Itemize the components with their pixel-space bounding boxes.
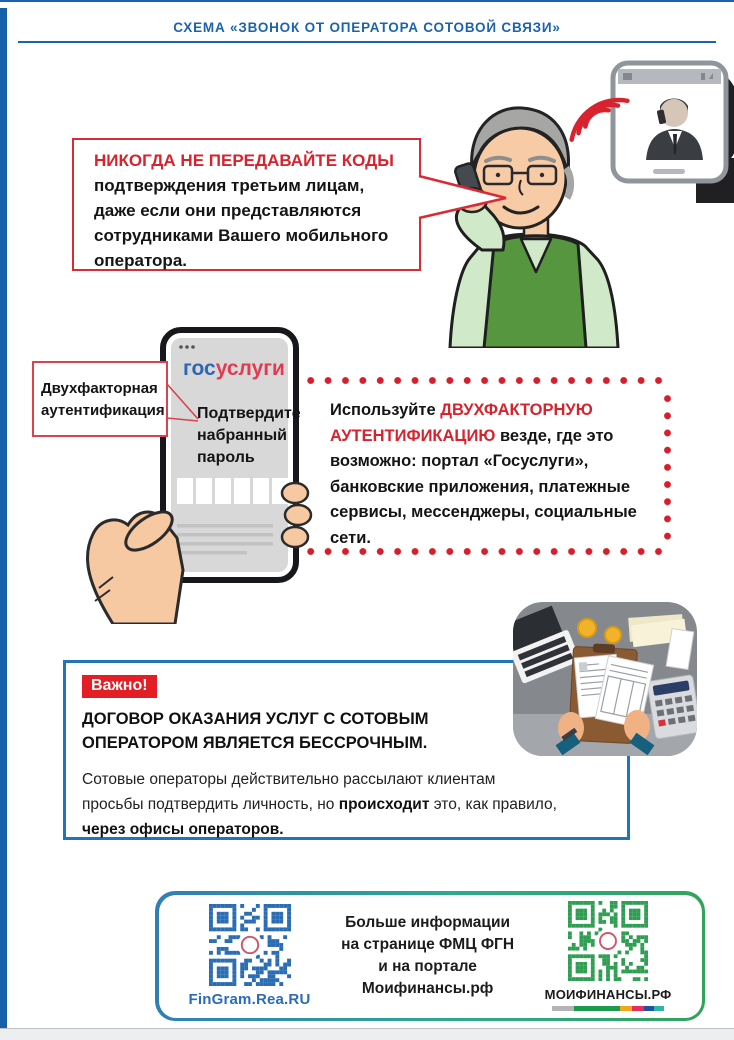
advice-text-plain: сервисы, мессенджеры, социальные	[330, 503, 637, 521]
page-title: СХЕМА «ЗВОНОК ОТ ОПЕРАТОРА СОТОВОЙ СВЯЗИ»	[173, 20, 561, 35]
important-badge: Важно!	[82, 675, 157, 698]
advice-text-plain: Используйте	[330, 401, 441, 419]
qr-code-moifinansy-icon	[568, 901, 648, 981]
advice-text-highlight: ДВУХФАКТОРНУЮ	[440, 401, 593, 419]
advice-text-plain: везде, где это	[495, 426, 614, 445]
page-bottom-edge	[0, 1028, 734, 1040]
footer-links-panel	[155, 891, 705, 1021]
warning-speech-bubble	[72, 138, 421, 271]
svg-text:аутентификация: аутентификация	[41, 402, 165, 419]
advice-text-plain: сети.	[330, 528, 371, 547]
gosuslugi-logo: госуслуги	[183, 357, 285, 380]
screen-message-line: пароль	[197, 449, 255, 466]
advice-text-highlight: АУТЕНТИФИКАЦИЮ	[330, 426, 496, 445]
qr-code-fingram-icon	[209, 904, 291, 986]
top-divider	[0, 0, 734, 2]
fingram-column	[189, 904, 311, 1008]
desk-documents-illustration	[513, 602, 697, 756]
header-underline	[18, 41, 716, 43]
hand-phone-2fa-illustration	[25, 318, 315, 624]
speech-bubble-tail	[418, 168, 510, 226]
footer-info-text: Больше информации на странице ФМЦ ФГН и на портале Моифинансы.рф	[341, 914, 515, 997]
warning-line: оператора.	[94, 251, 187, 270]
moifinansy-brand-stripe	[552, 1006, 664, 1011]
advice-text-plain: возможно: портал «Госуслуги»,	[330, 452, 589, 470]
important-body: Сотовые операторы действительно рассылают клиентам просьбы подтвердить личность, но происходит это, как правило, через офисы операторов.	[82, 771, 557, 838]
important-title-line: ОПЕРАТОРОМ ЯВЛЯЕТСЯ БЕССРОЧНЫМ.	[82, 734, 428, 752]
advice-text-plain: банковские приложения, платежные	[330, 477, 630, 496]
moifinansy-column	[545, 901, 672, 1011]
dotted-border-top	[302, 377, 672, 384]
warning-headline: НИКОГДА НЕ ПЕРЕДАВАЙТЕ КОДЫ	[94, 151, 394, 170]
important-title-line: ДОГОВОР ОКАЗАНИЯ УСЛУГ С СОТОВЫМ	[82, 710, 429, 728]
fingram-url-label: FinGram.Rea.RU	[188, 991, 311, 1008]
calculator-icon	[647, 675, 697, 739]
elderly-man	[450, 108, 618, 348]
warning-line: подтверждения третьим лицам,	[94, 176, 365, 195]
gosuslugi-phone	[163, 330, 301, 580]
left-accent-bar	[0, 8, 7, 1028]
moifinansy-url-label: МОИФИНАНСЫ.РФ	[544, 987, 672, 1002]
screen-message-line: Подтвердите	[197, 405, 301, 422]
warning-line: сотрудниками Вашего мобильного	[94, 226, 389, 245]
svg-text:Двухфакторная: Двухфакторная	[41, 380, 158, 397]
scam-caller-phone	[613, 63, 726, 181]
two-factor-advice	[330, 398, 666, 551]
warning-line: даже если они представляются	[94, 201, 362, 220]
screen-message-line: набранный	[197, 427, 287, 444]
